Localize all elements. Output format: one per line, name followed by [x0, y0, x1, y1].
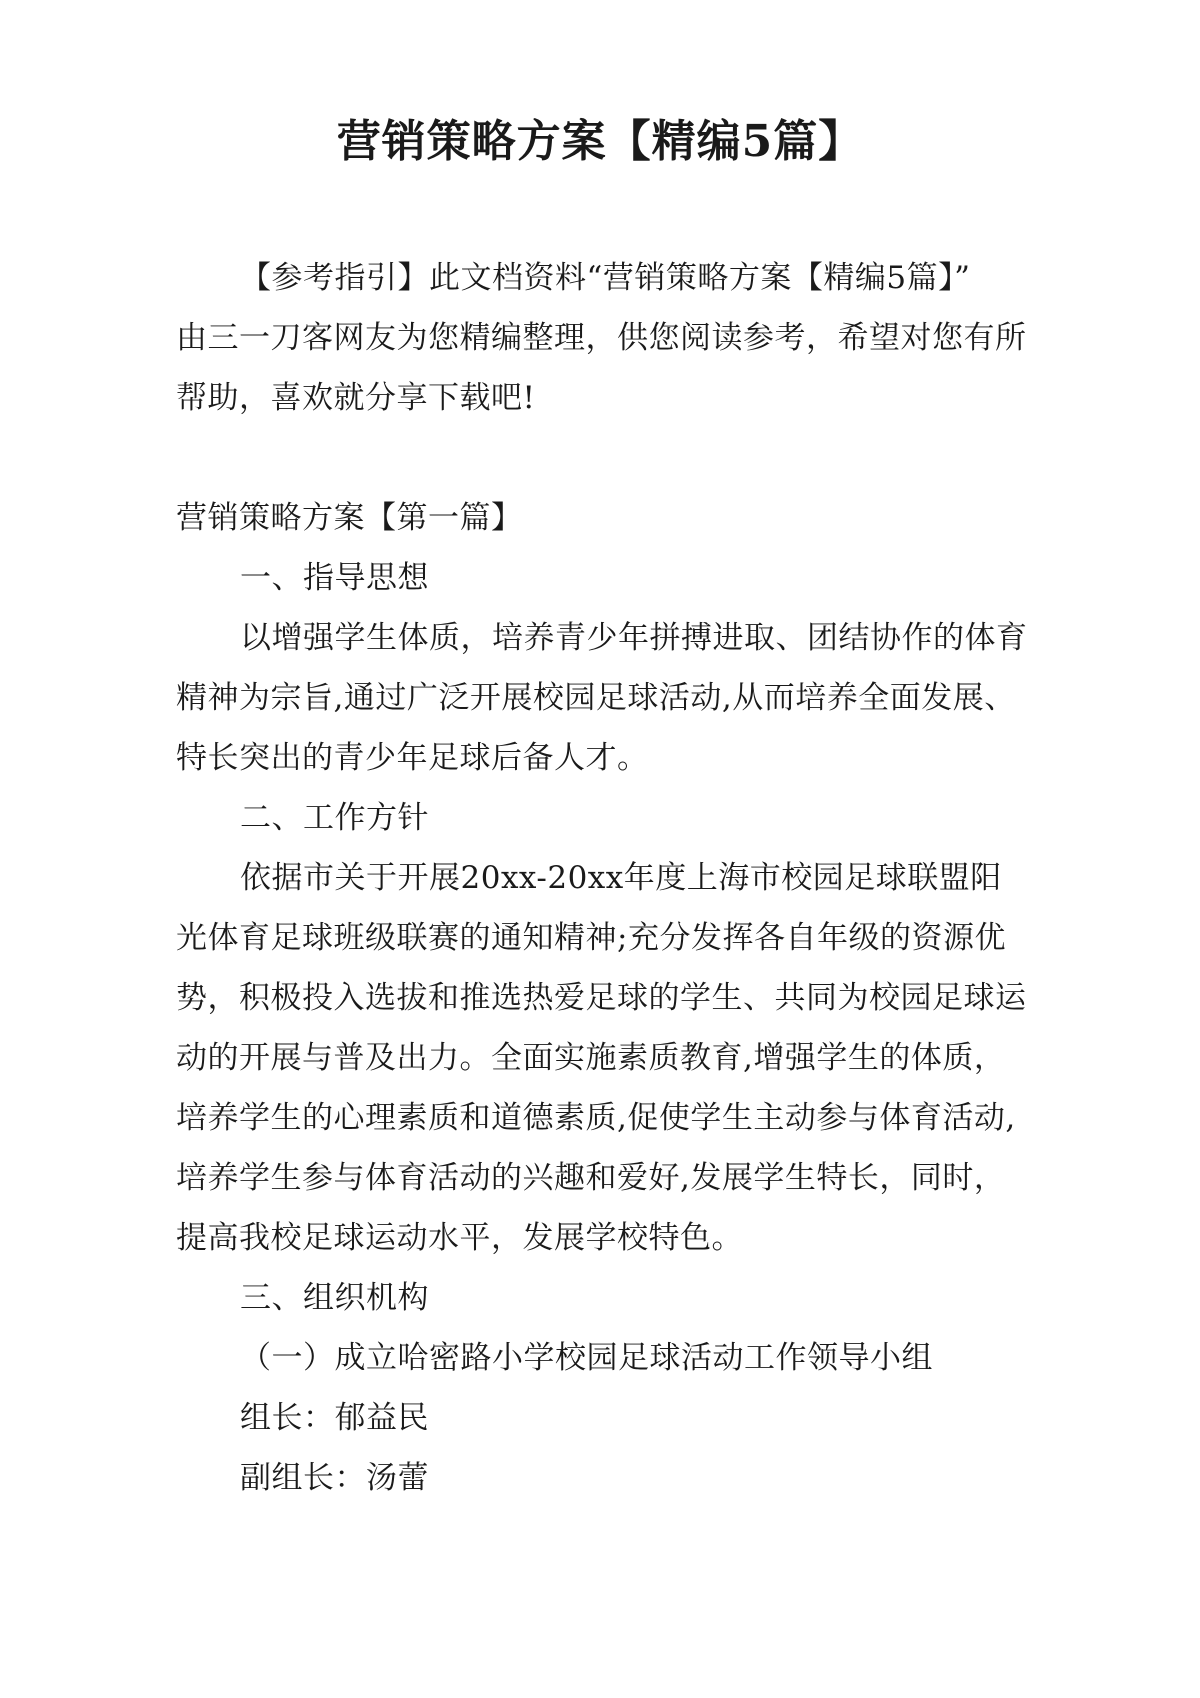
document-title: 营销策略方案【精编5篇】 — [336, 116, 864, 167]
heading-organization: 三、组织机构 — [240, 1280, 429, 1316]
heading-guiding-thought: 一、指导思想 — [240, 560, 429, 596]
paragraph-line: 精神为宗旨,通过广泛开展校园足球活动,从而培养全面发展、 — [176, 680, 1016, 716]
paragraph-line: 依据市关于开展20xx-20xx年度上海市校园足球联盟阳 — [240, 860, 1002, 896]
document-body — [176, 248, 1056, 1508]
paragraph-line: 培养学生参与体育活动的兴趣和爱好,发展学生特长，同时， — [176, 1160, 1006, 1196]
section-title: 营销策略方案【第一篇】 — [176, 500, 523, 536]
sub-heading-leadership-group: （一）成立哈密路小学校园足球活动工作领导小组 — [240, 1340, 933, 1376]
paragraph-line: 动的开展与普及出力。全面实施素质教育,增强学生的体质， — [176, 1040, 1006, 1076]
paragraph-line: 特长突出的青少年足球后备人才。 — [176, 740, 649, 776]
paragraph-line: 培养学生的心理素质和道德素质,促使学生主动参与体育活动, — [176, 1100, 1016, 1136]
intro-line: 由三一刀客网友为您精编整理，供您阅读参考，希望对您有所 — [176, 320, 1027, 356]
deputy-leader-line: 副组长：汤蕾 — [240, 1460, 429, 1496]
heading-work-policy: 二、工作方针 — [240, 800, 429, 836]
intro-line: 【参考指引】此文档资料“营销策略方案【精编5篇】” — [240, 260, 971, 296]
intro-line: 帮助，喜欢就分享下载吧! — [176, 380, 536, 416]
spacer — [176, 428, 1056, 488]
paragraph-line: 势，积极投入选拔和推选热爱足球的学生、共同为校园足球运 — [176, 980, 1027, 1016]
paragraph-line: 光体育足球班级联赛的通知精神;充分发挥各自年级的资源优 — [176, 920, 1006, 956]
leader-line: 组长：郁益民 — [240, 1400, 429, 1436]
paragraph-line: 提高我校足球运动水平，发展学校特色。 — [176, 1220, 743, 1256]
paragraph-line: 以增强学生体质，培养青少年拼搏进取、团结协作的体育 — [240, 620, 1028, 656]
